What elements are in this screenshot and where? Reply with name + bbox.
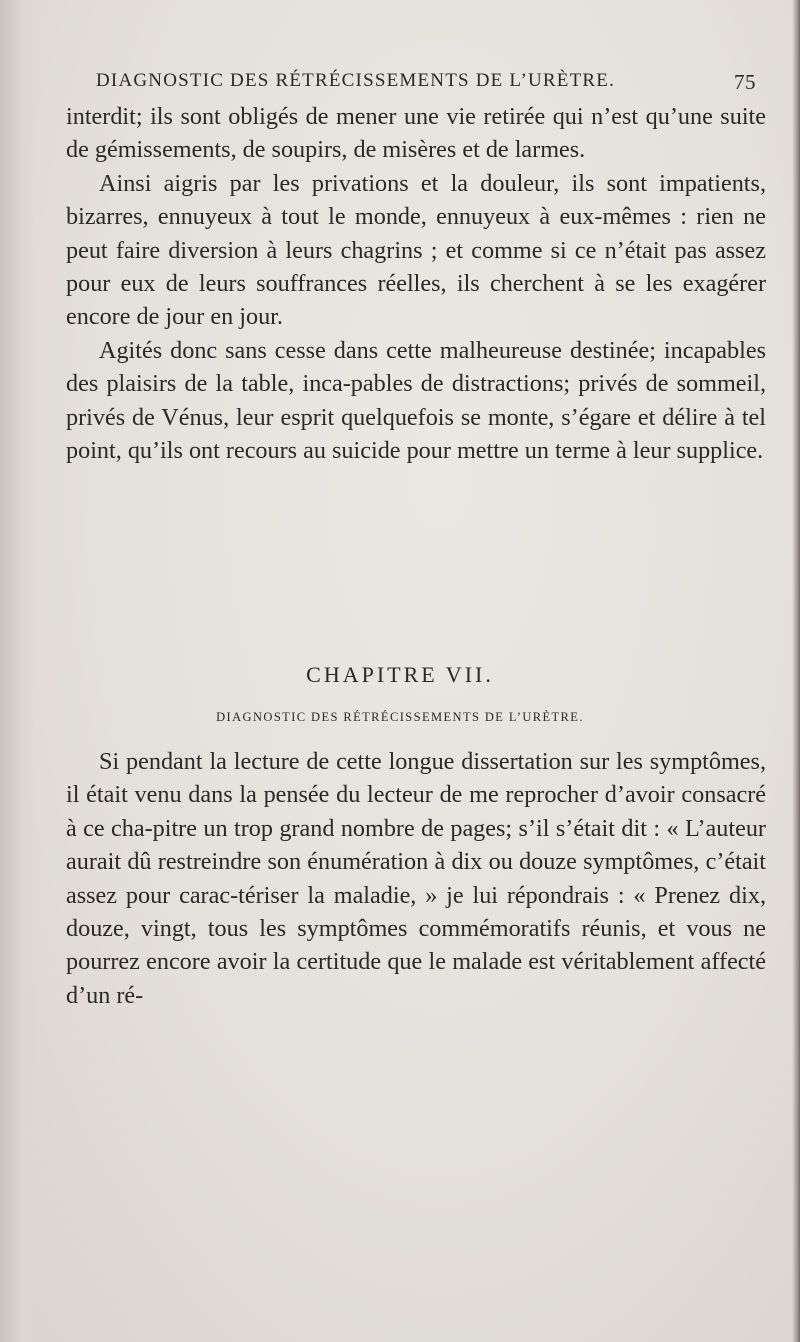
text-block-after-chapter <box>66 745 766 1012</box>
paragraph: Si pendant la lecture de cette longue dissertation sur les symptômes, il était venu dans la pensée du lecteur de me reprocher d’avoir consacré à ce cha-pitre un trop grand nombre de pages; s’il s’était dit : « L’auteur aurait dû restreindre son énumération à dix ou douze symptômes, c’était assez pour carac-tériser la maladie, » je lui répondrais : « Prenez dix, douze, vingt, tous les symptômes commémoratifs réunis, et vous ne pourrez encore avoir la certitude que le malade est véritablement affecté d’un ré- <box>66 748 766 1009</box>
chapter-title: CHAPITRE VII. <box>306 662 494 687</box>
running-head <box>96 70 756 95</box>
page-number: 75 <box>734 70 756 94</box>
paragraph: Ainsi aigris par les privations et la douleur, ils sont impatients, bizarres, ennuyeux à tout le monde, ennuyeux à eux-mêmes : rien ne peut faire diversion à leurs chagrins ; et comme si ce n’était pas assez pour eux de leurs souffrances réelles, ils cherchent à se les exagérer encore de jour en jour. <box>66 169 766 331</box>
chapter-subtitle: DIAGNOSTIC DES RÉTRÉCISSEMENTS DE L’URÈTRE. <box>216 710 584 724</box>
text-block-before-chapter <box>66 100 766 467</box>
running-head-title: DIAGNOSTIC DES RÉTRÉCISSEMENTS DE L’URÈTRE. <box>96 70 616 91</box>
paragraph: Agités donc sans cesse dans cette malheureuse destinée; incapables des plaisirs de la table, inca-pables de distractions; privés de sommeil, privés de Vénus, leur esprit quelquefois se monte, s’égare et délire à tel point, qu’ils ont recours au suicide pour mettre un terme à leur supplice. <box>66 336 766 465</box>
paragraph-continued: interdit; ils sont obligés de mener une vie retirée qui n’est qu’une suite de gémissements, de soupirs, de misères et de larmes. <box>66 103 766 164</box>
